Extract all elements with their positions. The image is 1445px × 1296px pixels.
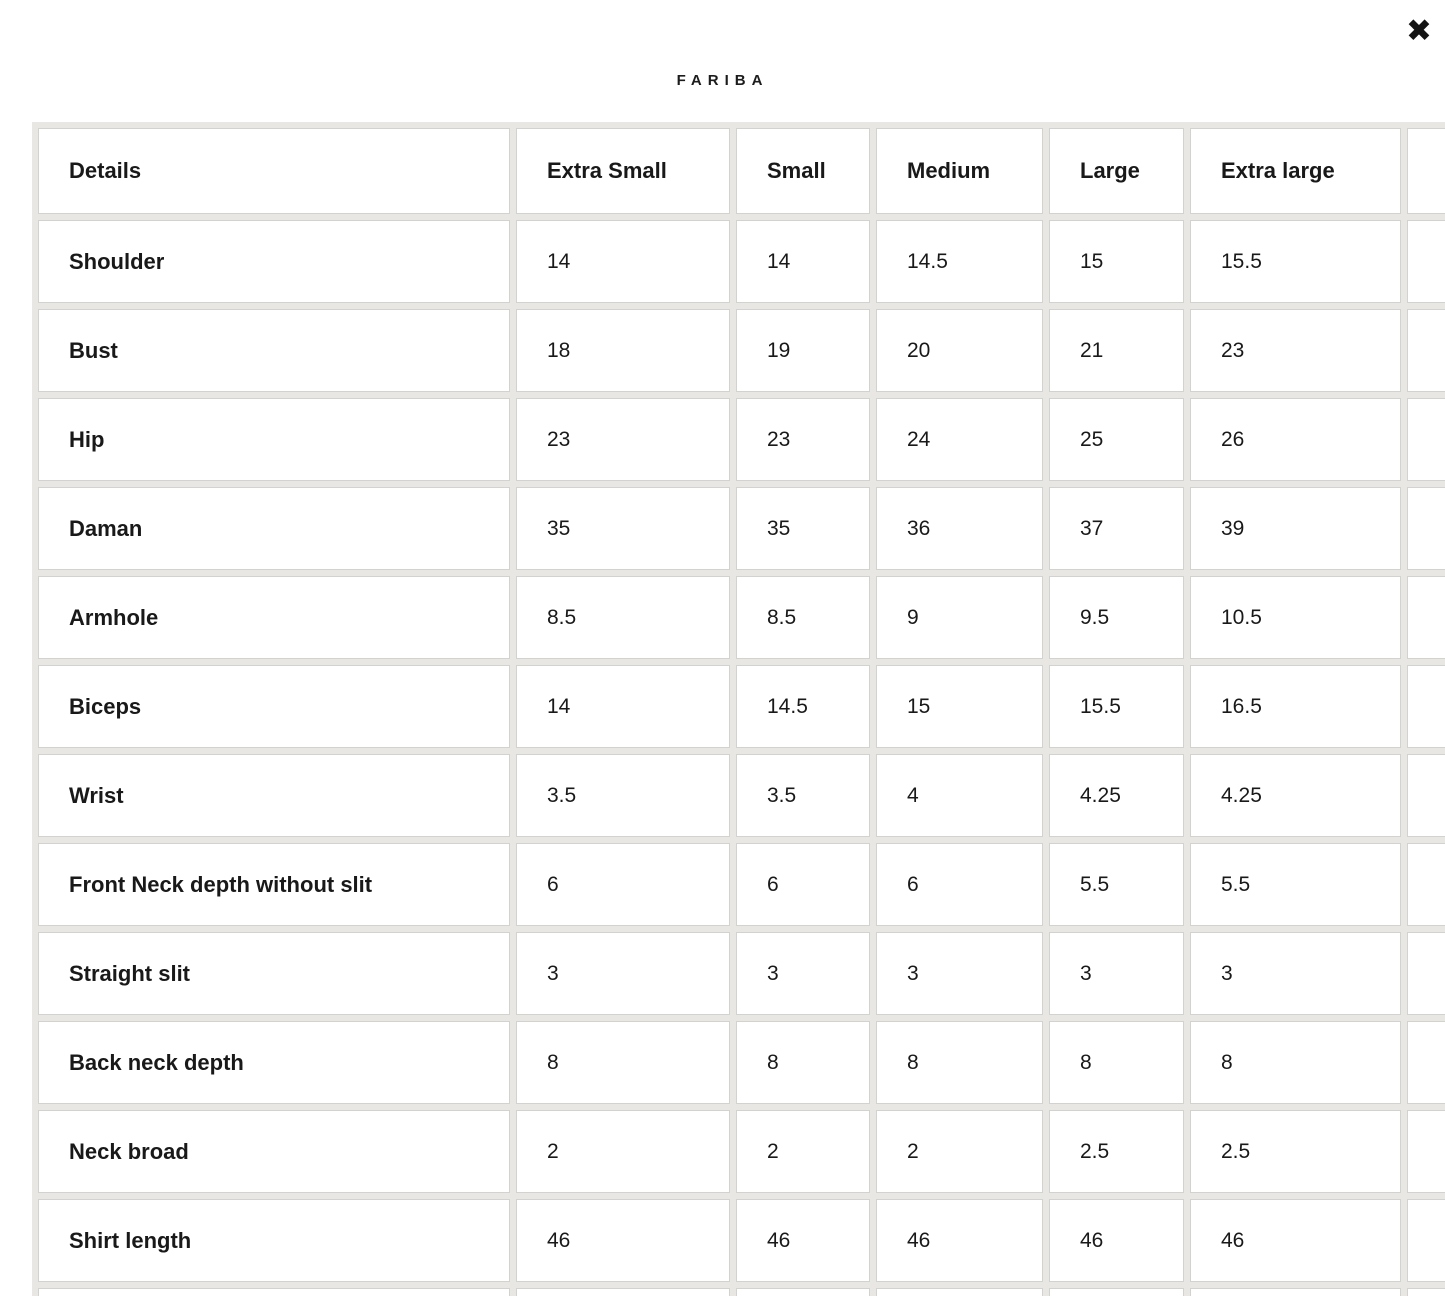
value-cell: 9 xyxy=(876,576,1043,659)
size-chart-table-wrap xyxy=(32,122,1445,1296)
row-label: Wrist xyxy=(38,754,510,837)
value-cell-cutoff xyxy=(1407,1199,1445,1282)
value-cell: 3.5 xyxy=(736,754,870,837)
value-cell: 14.5 xyxy=(736,665,870,748)
value-cell: 21 xyxy=(1049,309,1184,392)
value-cell: 14.5 xyxy=(876,220,1043,303)
value-cell: 15.5 xyxy=(1190,220,1401,303)
value-cell: 19 xyxy=(736,309,870,392)
value-cell: 46 xyxy=(876,1199,1043,1282)
value-cell: 16.5 xyxy=(1190,665,1401,748)
value-cell: 46 xyxy=(736,1199,870,1282)
value-cell: 26 xyxy=(1190,398,1401,481)
value-cell: 8.5 xyxy=(736,576,870,659)
value-cell: 3 xyxy=(876,932,1043,1015)
value-cell-partial xyxy=(736,1288,870,1296)
value-cell-partial xyxy=(38,1288,510,1296)
value-cell: 15 xyxy=(876,665,1043,748)
row-label: Bust xyxy=(38,309,510,392)
table-row xyxy=(38,487,1445,570)
value-cell: 37 xyxy=(1049,487,1184,570)
value-cell: 46 xyxy=(1049,1199,1184,1282)
value-cell: 15.5 xyxy=(1049,665,1184,748)
table-row xyxy=(38,1110,1445,1193)
column-header-details: Details xyxy=(38,128,510,214)
table-row xyxy=(38,398,1445,481)
column-header-cutoff xyxy=(1407,128,1445,214)
value-cell-cutoff xyxy=(1407,1110,1445,1193)
row-label: Armhole xyxy=(38,576,510,659)
row-label: Shoulder xyxy=(38,220,510,303)
value-cell: 39 xyxy=(1190,487,1401,570)
value-cell-partial xyxy=(1190,1288,1401,1296)
value-cell: 25 xyxy=(1049,398,1184,481)
value-cell: 6 xyxy=(516,843,730,926)
close-icon[interactable]: ✖ xyxy=(1406,13,1432,49)
table-body xyxy=(38,220,1445,1296)
column-header-small: Small xyxy=(736,128,870,214)
value-cell: 2.5 xyxy=(1049,1110,1184,1193)
value-cell: 2 xyxy=(736,1110,870,1193)
value-cell: 3.5 xyxy=(516,754,730,837)
value-cell: 8 xyxy=(1049,1021,1184,1104)
value-cell-partial xyxy=(516,1288,730,1296)
table-row xyxy=(38,309,1445,392)
column-header-extra-large: Extra large xyxy=(1190,128,1401,214)
value-cell: 36 xyxy=(876,487,1043,570)
value-cell-cutoff xyxy=(1407,1021,1445,1104)
value-cell-cutoff xyxy=(1407,754,1445,837)
value-cell: 18 xyxy=(516,309,730,392)
value-cell: 4.25 xyxy=(1049,754,1184,837)
table-row xyxy=(38,932,1445,1015)
value-cell-cutoff xyxy=(1407,309,1445,392)
value-cell: 46 xyxy=(1190,1199,1401,1282)
value-cell: 9.5 xyxy=(1049,576,1184,659)
table-row xyxy=(38,754,1445,837)
value-cell: 4 xyxy=(876,754,1043,837)
value-cell: 35 xyxy=(736,487,870,570)
row-label: Shirt length xyxy=(38,1199,510,1282)
row-label: Straight slit xyxy=(38,932,510,1015)
value-cell: 20 xyxy=(876,309,1043,392)
value-cell: 8 xyxy=(736,1021,870,1104)
value-cell: 8 xyxy=(516,1021,730,1104)
value-cell: 4.25 xyxy=(1190,754,1401,837)
value-cell-cutoff xyxy=(1407,932,1445,1015)
row-label: Front Neck depth without slit xyxy=(38,843,510,926)
row-label: Back neck depth xyxy=(38,1021,510,1104)
value-cell: 5.5 xyxy=(1190,843,1401,926)
value-cell: 10.5 xyxy=(1190,576,1401,659)
value-cell: 3 xyxy=(516,932,730,1015)
value-cell: 23 xyxy=(736,398,870,481)
value-cell: 23 xyxy=(1190,309,1401,392)
row-label: Daman xyxy=(38,487,510,570)
value-cell: 14 xyxy=(516,220,730,303)
value-cell-cutoff xyxy=(1407,843,1445,926)
value-cell: 2.5 xyxy=(1190,1110,1401,1193)
value-cell-partial xyxy=(876,1288,1043,1296)
value-cell-cutoff xyxy=(1407,665,1445,748)
value-cell: 6 xyxy=(876,843,1043,926)
column-header-large: Large xyxy=(1049,128,1184,214)
row-label: Hip xyxy=(38,398,510,481)
value-cell: 8.5 xyxy=(516,576,730,659)
value-cell: 2 xyxy=(516,1110,730,1193)
table-row xyxy=(38,576,1445,659)
column-header-medium: Medium xyxy=(876,128,1043,214)
table-row-partial xyxy=(38,1288,1445,1296)
value-cell: 3 xyxy=(1049,932,1184,1015)
size-chart-table xyxy=(32,122,1445,1296)
value-cell: 23 xyxy=(516,398,730,481)
table-row xyxy=(38,665,1445,748)
value-cell-cutoff xyxy=(1407,220,1445,303)
table-row xyxy=(38,220,1445,303)
value-cell: 8 xyxy=(1190,1021,1401,1104)
table-header-row xyxy=(38,128,1445,214)
value-cell: 14 xyxy=(736,220,870,303)
value-cell-cutoff xyxy=(1407,398,1445,481)
table-row xyxy=(38,843,1445,926)
value-cell: 35 xyxy=(516,487,730,570)
table-row xyxy=(38,1199,1445,1282)
value-cell: 24 xyxy=(876,398,1043,481)
row-label: Neck broad xyxy=(38,1110,510,1193)
value-cell: 6 xyxy=(736,843,870,926)
value-cell-partial xyxy=(1049,1288,1184,1296)
value-cell: 3 xyxy=(736,932,870,1015)
table-row xyxy=(38,1021,1445,1104)
value-cell: 14 xyxy=(516,665,730,748)
value-cell-partial xyxy=(1407,1288,1445,1296)
value-cell: 5.5 xyxy=(1049,843,1184,926)
value-cell: 2 xyxy=(876,1110,1043,1193)
value-cell-cutoff xyxy=(1407,487,1445,570)
value-cell: 46 xyxy=(516,1199,730,1282)
table-header xyxy=(38,128,1445,214)
value-cell: 15 xyxy=(1049,220,1184,303)
value-cell: 8 xyxy=(876,1021,1043,1104)
column-header-extra-small: Extra Small xyxy=(516,128,730,214)
row-label: Biceps xyxy=(38,665,510,748)
value-cell-cutoff xyxy=(1407,576,1445,659)
value-cell: 3 xyxy=(1190,932,1401,1015)
page-title: FARIBA xyxy=(676,72,769,89)
